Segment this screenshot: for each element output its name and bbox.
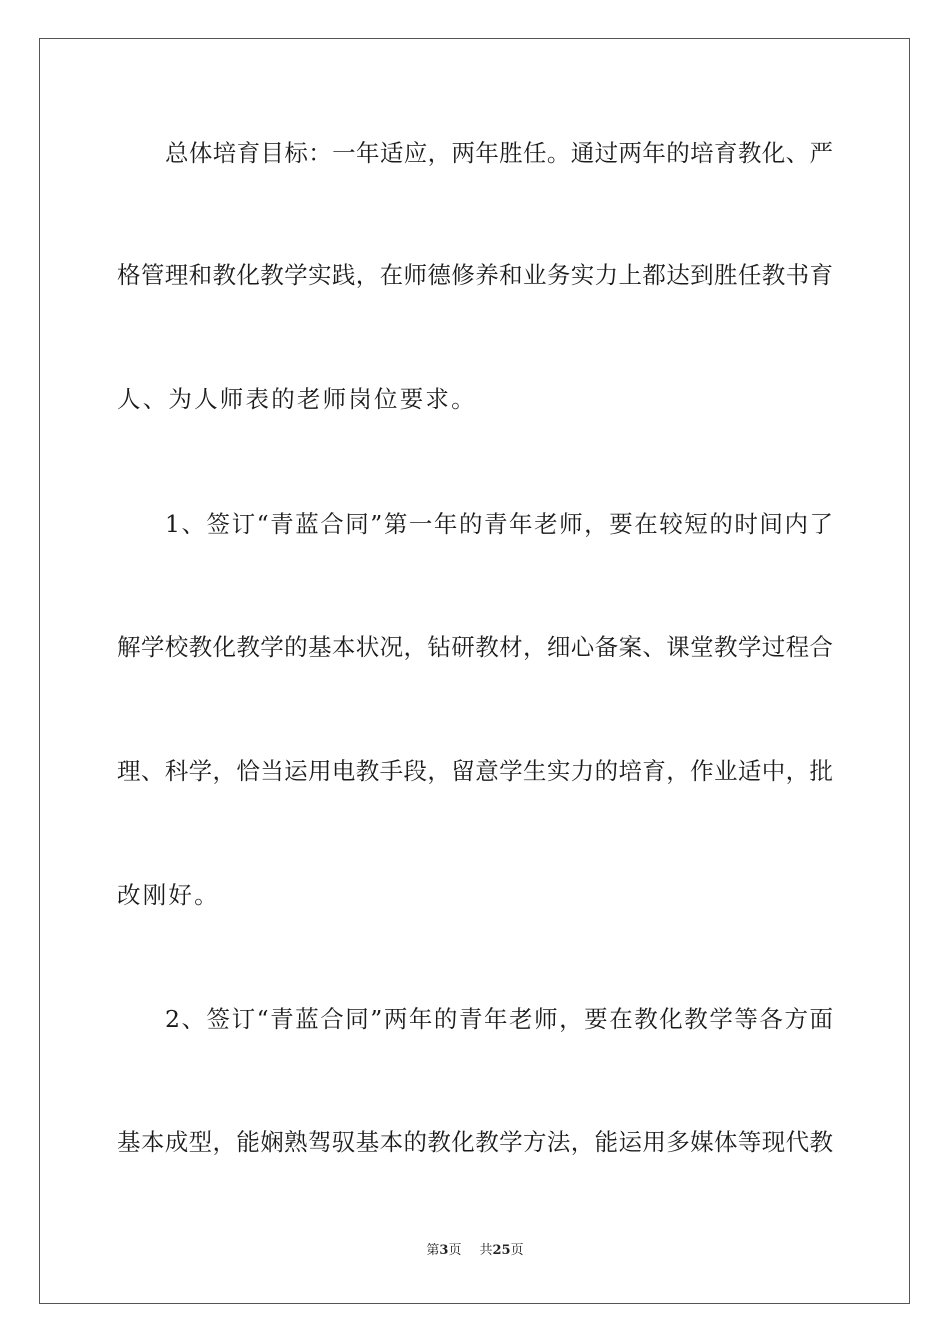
- paragraph-2-line-3: 理、科学，恰当运用电教手段，留意学生实力的培育，作业适中，批: [117, 757, 833, 785]
- page-border: [39, 38, 910, 1304]
- page-prefix: 第: [426, 1243, 440, 1258]
- paragraph-3-line-1: 2、签订“青蓝合同”两年的青年老师，要在教化教学等各方面: [165, 1005, 833, 1033]
- paragraph-2-line-4: 改刚好。: [117, 881, 220, 909]
- paragraph-1-line-3: 人、为人师表的老师岗位要求。: [117, 385, 477, 413]
- paragraph-1-line-1: 总体培育目标：一年适应，两年胜任。通过两年的培育教化、严: [165, 139, 833, 167]
- total-pages: 25: [492, 1243, 511, 1258]
- total-prefix: 共: [479, 1243, 493, 1258]
- page-footer: [0, 1243, 950, 1259]
- total-suffix: 页: [510, 1243, 524, 1258]
- paragraph-2-line-1: 1、签订“青蓝合同”第一年的青年老师，要在较短的时间内了: [165, 510, 833, 538]
- paragraph-1-line-2: 格管理和教化教学实践，在师德修养和业务实力上都达到胜任教书育: [117, 261, 833, 289]
- page-suffix: 页: [448, 1243, 462, 1258]
- paragraph-3-line-2: 基本成型，能娴熟驾驭基本的教化教学方法，能运用多媒体等现代教: [117, 1128, 833, 1156]
- page-number: 3: [439, 1243, 449, 1258]
- paragraph-2-line-2: 解学校教化教学的基本状况，钻研教材，细心备案、课堂教学过程合: [117, 633, 833, 661]
